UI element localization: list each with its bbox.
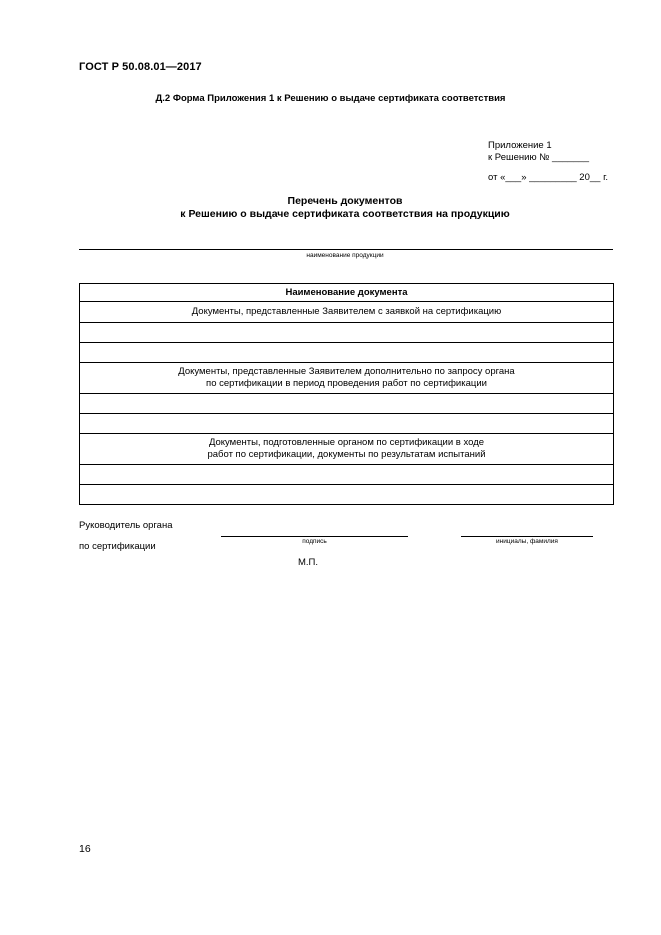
table-header-cell: Наименование документа <box>80 284 614 302</box>
blank-entry-cell[interactable] <box>80 465 614 485</box>
product-name-caption: наименование продукции <box>306 252 384 259</box>
group-heading-submitted: Документы, представленные Заявителем с заявкой на сертификацию <box>80 302 614 323</box>
group-heading-line: Документы, представленные Заявителем дополнительно по запросу органа <box>178 366 515 377</box>
signature-line[interactable] <box>221 536 408 537</box>
blank-entry-cell[interactable] <box>80 394 614 414</box>
stamp-placeholder: М.П. <box>298 557 319 568</box>
table-row <box>80 343 614 363</box>
table-row <box>80 363 614 394</box>
section-title: Д.2 Форма Приложения 1 к Решению о выдаче сертификата соответствия <box>155 93 506 104</box>
signature-caption: подпись <box>302 538 327 545</box>
group-heading-line: работ по сертификации, документы по результатам испытаний <box>207 449 486 460</box>
document-title: Перечень документов <box>287 195 403 207</box>
page-number: 16 <box>79 843 91 855</box>
table-row <box>80 323 614 343</box>
document-subtitle: к Решению о выдаче сертификата соответствия на продукцию <box>180 208 510 220</box>
table-header-row <box>80 284 614 302</box>
signatory-role-line2: по сертификации <box>79 541 156 552</box>
appendix-label: Приложение 1 <box>488 140 552 151</box>
table-row <box>80 485 614 505</box>
group-heading-line: по сертификации в период проведения работ по сертификации <box>206 378 487 389</box>
blank-entry-cell[interactable] <box>80 343 614 363</box>
name-caption: инициалы, фамилия <box>496 538 558 545</box>
product-name-line <box>79 249 613 250</box>
standard-number: ГОСТ Р 50.08.01—2017 <box>79 61 202 73</box>
blank-entry-cell[interactable] <box>80 323 614 343</box>
table-row <box>80 434 614 465</box>
documents-table <box>79 283 614 505</box>
blank-entry-cell[interactable] <box>80 414 614 434</box>
table-row <box>80 414 614 434</box>
group-heading-prepared <box>80 434 614 465</box>
appendix-decision-ref: к Решению № _______ <box>488 152 590 163</box>
table-row <box>80 302 614 323</box>
group-heading-additional <box>80 363 614 394</box>
table-row <box>80 465 614 485</box>
appendix-date-line: от «___» _________ 20__ г. <box>488 172 609 183</box>
group-heading-line: Документы, подготовленные органом по сертификации в ходе <box>208 437 485 448</box>
blank-entry-cell[interactable] <box>80 485 614 505</box>
table-row <box>80 394 614 414</box>
signatory-role-line1: Руководитель органа <box>79 520 173 531</box>
name-line[interactable] <box>461 536 593 537</box>
